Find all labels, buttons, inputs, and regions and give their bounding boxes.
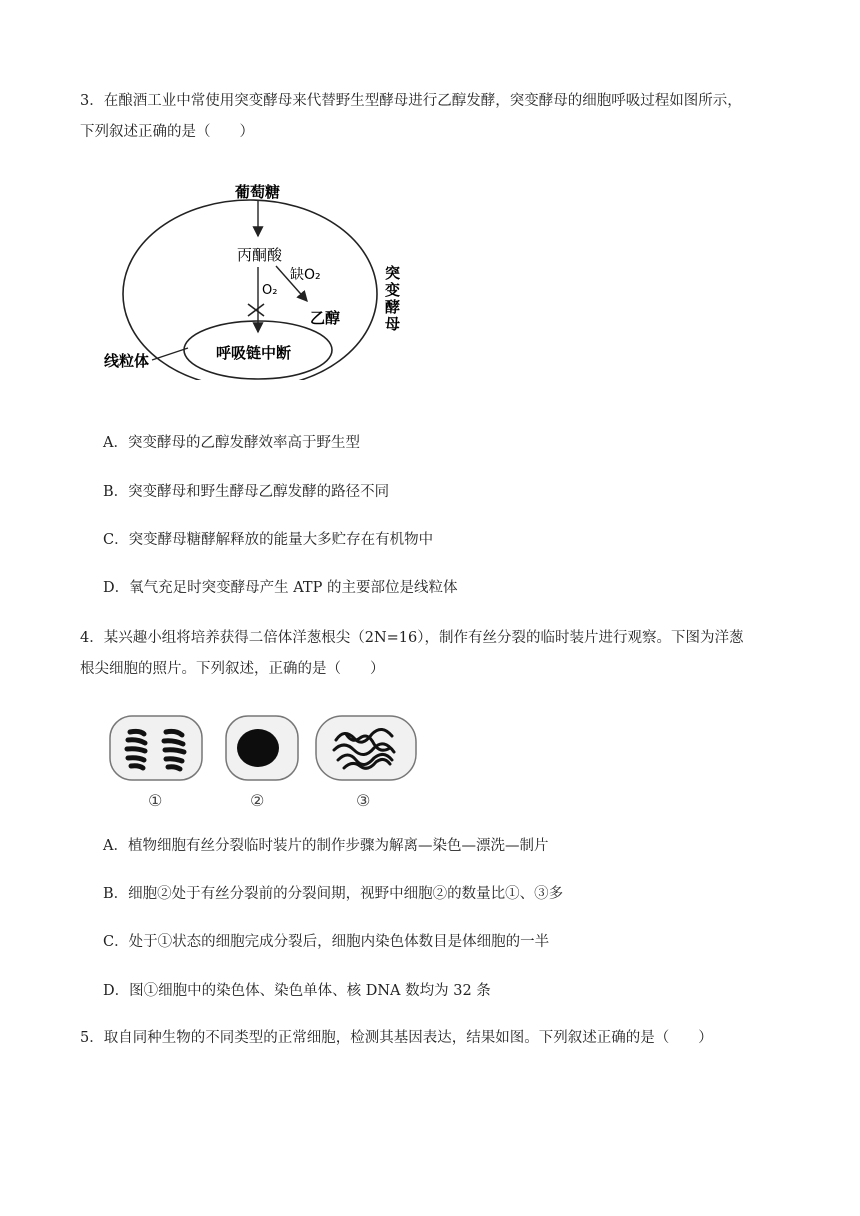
label-cell-3: ③ (356, 791, 371, 810)
question-4-line-2: 根尖细胞的照片。下列叙述，正确的是（ ） (80, 661, 385, 677)
q3-option-b: B．突变酵母和野生酵母乙醇发酵的路径不同 (103, 484, 390, 500)
q4-option-c: C．处于①状态的细胞完成分裂后，细胞内染色体数目是体细胞的一半 (103, 934, 550, 950)
onion-root-tip-cells-photo (100, 710, 430, 815)
label-cell-2: ② (250, 791, 265, 810)
label-cell-1: ① (148, 791, 163, 810)
label-mutant-yeast-3: 酵 (385, 298, 401, 316)
question-5-line-1: 5．取自同种生物的不同类型的正常细胞，检测其基因表达，结果如图。下列叙述正确的是（ ） (80, 1030, 713, 1046)
yeast-respiration-diagram (100, 170, 440, 380)
label-mutant-yeast-4: 母 (385, 315, 401, 333)
label-mitochondrion: 线粒体 (104, 352, 150, 370)
q4-option-b: B．细胞②处于有丝分裂前的分裂间期，视野中细胞②的数量比①、③多 (103, 886, 564, 902)
question-3-line-1: 3．在酿酒工业中常使用突变酵母来代替野生型酵母进行乙醇发酵，突变酵母的细胞呼吸过程如图所示， (80, 93, 742, 109)
label-o2: O₂ (262, 283, 278, 298)
mito-leader-line (152, 348, 188, 360)
label-lack-o2: 缺O₂ (290, 267, 321, 283)
label-respiration-chain-blocked: 呼吸链中断 (216, 344, 292, 362)
label-ethanol: 乙醇 (310, 309, 341, 327)
label-mutant-yeast-1: 突 (385, 264, 401, 282)
label-pyruvate: 丙酮酸 (237, 246, 283, 264)
q3-option-d: D．氧气充足时突变酵母产生 ATP 的主要部位是线粒体 (103, 580, 458, 596)
question-3-stem (80, 86, 800, 148)
q4-option-d: D．图①细胞中的染色体、染色单体、核 DNA 数均为 32 条 (103, 983, 491, 999)
label-mutant-yeast-2: 变 (385, 281, 401, 299)
question-4-stem (80, 623, 800, 685)
label-glucose: 葡萄糖 (235, 183, 281, 201)
question-4-line-1: 4．某兴趣小组将培养获得二倍体洋葱根尖（2N=16），制作有丝分裂的临时装片进行观察。下图为洋葱 (80, 630, 744, 646)
question-5-stem (80, 1023, 800, 1054)
q3-option-a: A．突变酵母的乙醇发酵效率高于野生型 (103, 435, 360, 451)
q4-option-a: A．植物细胞有丝分裂临时装片的制作步骤为解离—染色—漂洗—制片 (103, 838, 549, 854)
cell-3-image (316, 716, 416, 780)
q3-option-c: C．突变酵母糖酵解释放的能量大多贮存在有机物中 (103, 532, 434, 548)
question-3-line-2: 下列叙述正确的是（ ） (80, 124, 254, 140)
cell-2-image (226, 716, 298, 780)
cell-1-image (110, 716, 202, 780)
